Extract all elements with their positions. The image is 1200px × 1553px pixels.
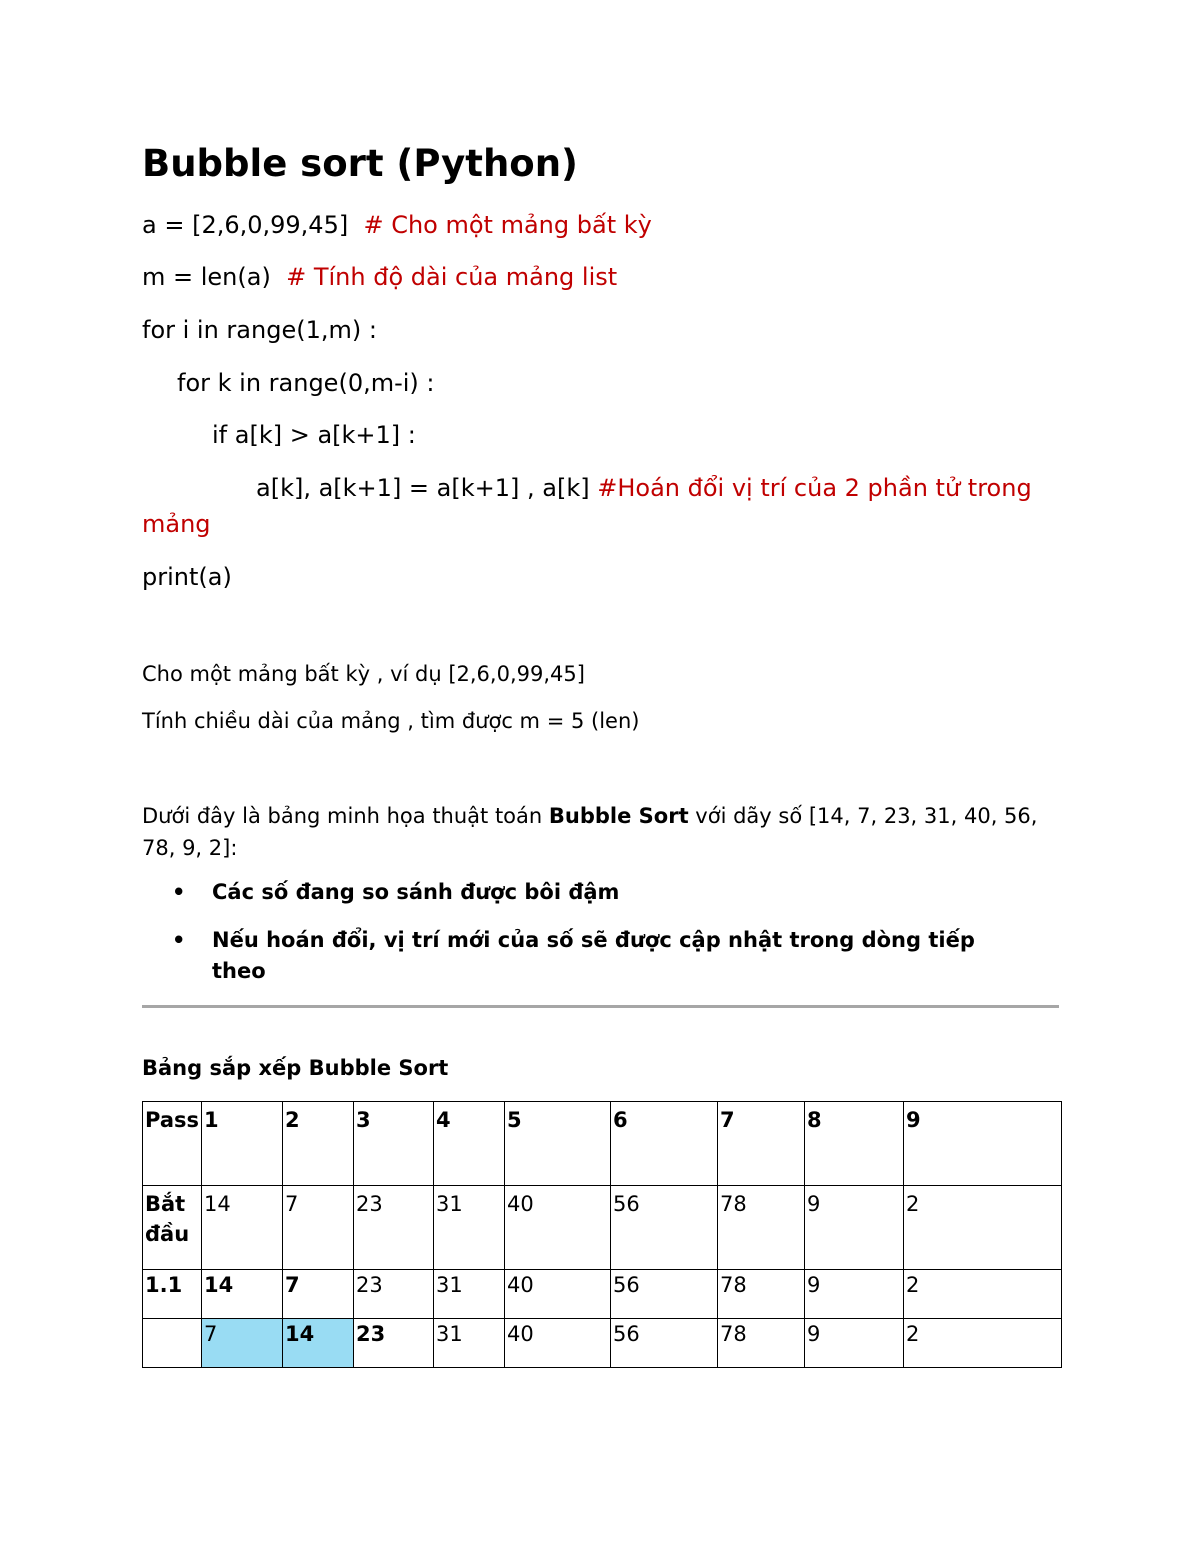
table-cell: 7 <box>283 1186 354 1270</box>
table-row <box>143 1186 1062 1270</box>
table-cell-highlighted: 7 <box>202 1319 283 1368</box>
table-header-cell: 9 <box>904 1102 1062 1186</box>
table-cell: 31 <box>434 1319 505 1368</box>
list-item-text: Các số đang so sánh được bôi đậm <box>212 880 620 904</box>
table-cell: 9 <box>805 1270 904 1319</box>
bubble-sort-table <box>142 1101 1062 1368</box>
bullet-list <box>172 877 1032 1004</box>
page-title: Bubble sort (Python) <box>142 142 578 185</box>
paragraph-bold-text: Bubble Sort <box>548 804 689 828</box>
explain-paragraph-1: Cho một mảng bất kỳ , ví dụ [2,6,0,99,45] <box>142 662 585 686</box>
table-cell: 56 <box>611 1319 718 1368</box>
table-header-cell: 1 <box>202 1102 283 1186</box>
table-cell: 9 <box>805 1186 904 1270</box>
paragraph-text: Dưới đây là bảng minh họa thuật toán <box>142 804 549 828</box>
code-line-5: if a[k] > a[k+1] : <box>212 421 416 449</box>
table-header-cell: 3 <box>354 1102 434 1186</box>
table-cell: 31 <box>434 1186 505 1270</box>
code-text: m = len(a) <box>142 263 287 291</box>
table-cell: 23 <box>354 1186 434 1270</box>
code-text: a[k], a[k+1] = a[k+1] , a[k] <box>256 474 598 502</box>
table-row <box>143 1319 1062 1368</box>
code-line-7: print(a) <box>142 563 232 591</box>
table-cell: 23 <box>354 1319 434 1368</box>
code-line-2 <box>142 260 617 294</box>
code-comment: # Cho một mảng bất kỳ <box>363 211 652 239</box>
explain-paragraph-2: Tính chiều dài của mảng , tìm được m = 5 (len) <box>142 709 640 733</box>
table-header-cell: 8 <box>805 1102 904 1186</box>
code-line-3: for i in range(1,m) : <box>142 316 377 344</box>
table-header-cell: 6 <box>611 1102 718 1186</box>
code-line-4: for k in range(0,m-i) : <box>177 369 435 397</box>
table-cell: 78 <box>718 1186 805 1270</box>
bullet-icon: • <box>172 880 186 904</box>
table-cell: 40 <box>505 1270 611 1319</box>
table-row-label: Bắt đầu <box>143 1186 202 1270</box>
table-cell: 23 <box>354 1270 434 1319</box>
table-header-cell: 2 <box>283 1102 354 1186</box>
paragraph-text: với dãy số [14, 7, 23, 31, 40, 56, 78, 9, 2]: <box>142 804 1038 860</box>
table-row-label: 1.1 <box>143 1270 202 1319</box>
table-cell-highlighted: 14 <box>283 1319 354 1368</box>
code-line-6 <box>142 470 1042 542</box>
code-comment: #Hoán đổi vị trí của 2 phần tử trong mảng <box>142 474 1032 538</box>
table-row-label <box>143 1319 202 1368</box>
table-cell: 56 <box>611 1270 718 1319</box>
table-header-cell: Pass <box>143 1102 202 1186</box>
table-cell: 14 <box>202 1186 283 1270</box>
table-cell: 31 <box>434 1270 505 1319</box>
table-header-cell: 5 <box>505 1102 611 1186</box>
horizontal-divider <box>142 1005 1059 1008</box>
bullet-icon: • <box>172 928 186 952</box>
list-item <box>172 925 1032 987</box>
code-comment: # Tính độ dài của mảng list <box>286 263 618 291</box>
code-line-1 <box>142 208 652 242</box>
table-cell: 78 <box>718 1270 805 1319</box>
table-row <box>143 1270 1062 1319</box>
list-item <box>172 877 1032 908</box>
explain-paragraph-3 <box>142 800 1062 864</box>
table-cell: 7 <box>283 1270 354 1319</box>
table-header-row <box>143 1102 1062 1186</box>
code-text: a = [2,6,0,99,45] <box>142 211 364 239</box>
table-cell: 78 <box>718 1319 805 1368</box>
table-cell: 2 <box>904 1186 1062 1270</box>
table-cell: 40 <box>505 1186 611 1270</box>
table-title: Bảng sắp xếp Bubble Sort <box>142 1056 449 1080</box>
table-cell: 56 <box>611 1186 718 1270</box>
table-cell: 2 <box>904 1319 1062 1368</box>
table-cell: 9 <box>805 1319 904 1368</box>
list-item-text: Nếu hoán đổi, vị trí mới của số sẽ được cập nhật trong dòng tiếp theo <box>212 928 975 983</box>
table-cell: 2 <box>904 1270 1062 1319</box>
table-cell: 14 <box>202 1270 283 1319</box>
table-header-cell: 7 <box>718 1102 805 1186</box>
table-cell: 40 <box>505 1319 611 1368</box>
table-header-cell: 4 <box>434 1102 505 1186</box>
